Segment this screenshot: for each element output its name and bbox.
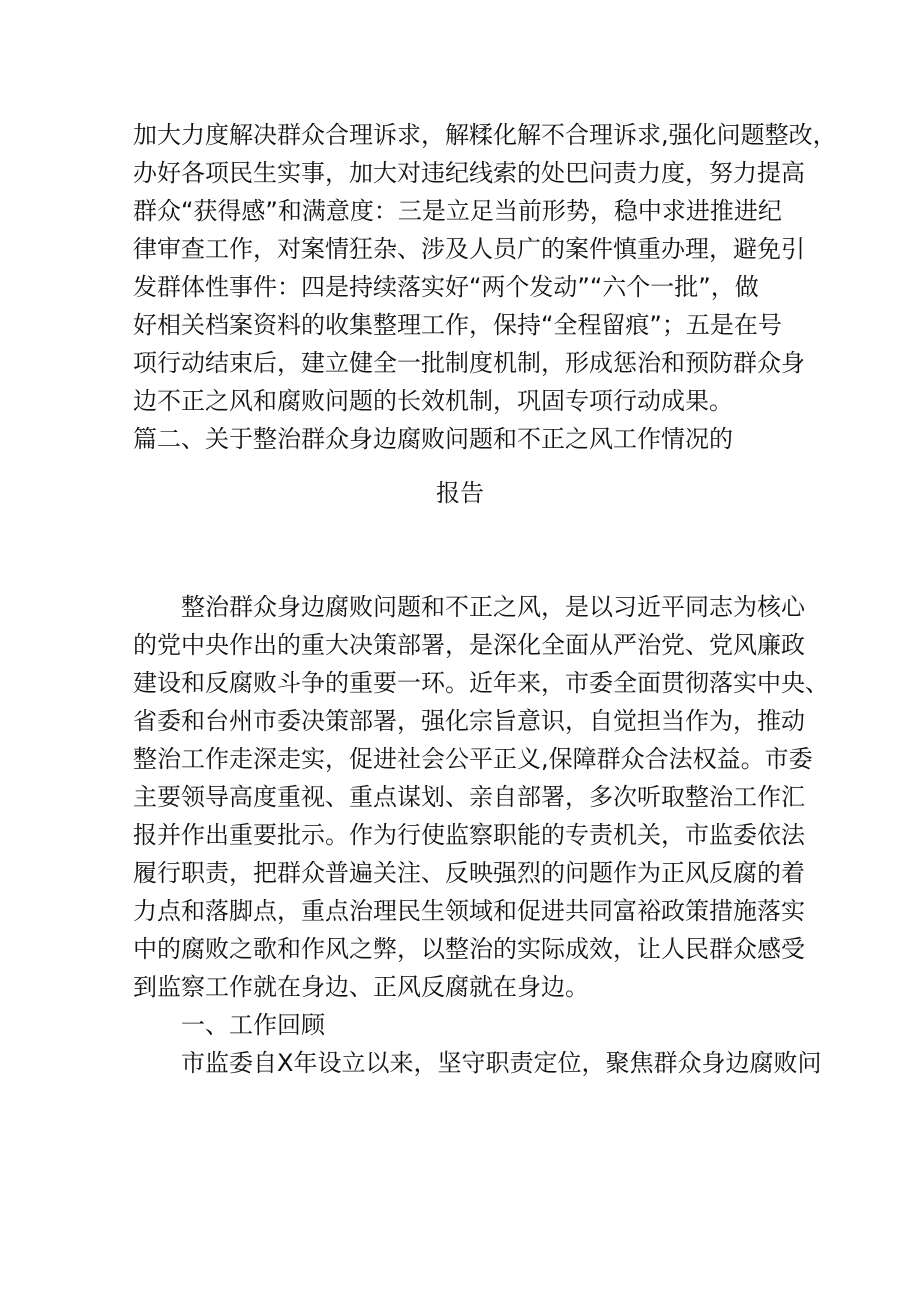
body-line: 到监察工作就在身边、正风反腐就在身边。	[133, 973, 589, 1001]
prev-section-line: 边不正之风和腐败问题的长效机制，巩固专项行动成果。	[133, 387, 733, 415]
prev-section-line: 好相关档案资料的收集整理工作，保持“全程留痕”；五是在号	[133, 311, 782, 339]
body-line: 建设和反腐败斗争的重要一环。近年来，市委全面贯彻落实中央、	[133, 669, 829, 697]
prev-section-line: 律审查工作，对案情狂杂、涉及人员广的案件慎重办理，避免引	[133, 235, 805, 263]
prev-section-line: 群众“获得感”和满意度：三是立足当前形势，稳中求进推进纪	[133, 197, 782, 225]
document-heading-line1: 篇二、关于整治群众身边腐败问题和不正之风工作情况的	[133, 425, 733, 453]
section-title: 一、工作回顾	[181, 1011, 325, 1039]
body-line: 整治工作走深走实，促进社会公平正义,保障群众合法权益。市委	[133, 745, 813, 773]
prev-section-line: 办好各项民生实事，加大对违纪线索的处巴问责力度，努力提高	[133, 159, 805, 187]
prev-section-line: 发群体性事件：四是持续落实好“两个发动”“六个一批”，做	[133, 273, 759, 301]
body-line: 省委和台州市委决策部署，强化宗旨意识，自觉担当作为，推动	[133, 707, 805, 735]
body-line: 中的腐败之歌和作风之弊，以整治的实际成效，让人民群众感受	[133, 935, 805, 963]
body-line: 整治群众身边腐败问题和不正之风，是以习近平同志为核心	[181, 593, 805, 621]
body-line: 力点和落脚点，重点治理民生领域和促进共同富裕政策措施落实	[133, 897, 805, 925]
body-line: 市监委自X年设立以来，坚守职责定位，聚焦群众身边腐败问	[181, 1049, 822, 1077]
prev-section-line: 加大力度解决群众合理诉求，解糅化解不合理诉求,强化问题整改，	[133, 121, 837, 149]
body-line: 主要领导高度重视、重点谋划、亲自部署，多次听取整治工作汇	[133, 783, 805, 811]
body-line: 履行职责，把群众普遍关注、反映强烈的问题作为正风反腐的着	[133, 859, 805, 887]
body-line: 报并作出重要批示。作为行使监察职能的专责机关，市监委依法	[133, 821, 805, 849]
prev-section-line: 项行动结束后，建立健全一批制度机制，形成惩治和预防群众身	[133, 349, 805, 377]
body-line: 的党中央作出的重大决策部署，是深化全面从严治党、党风廉政	[133, 631, 805, 659]
document-heading-line2: 报告	[436, 479, 484, 507]
